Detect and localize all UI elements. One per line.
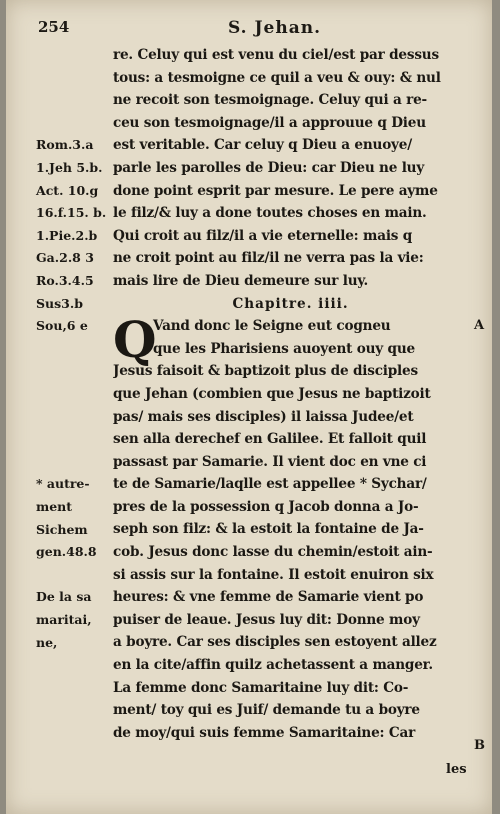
margin-note: Ro.3.4.5 [36,273,94,288]
margin-note: maritai, [36,612,92,627]
running-title: S. Jehan. [228,18,322,38]
text-line: Jesus faisoit & baptizoit plus de disciples [113,363,418,380]
text-line: en la cite/affin quilz achetassent a manger. [113,657,433,674]
margin-note: 16.f.15. b. [36,205,107,221]
margin-note: Sus3.b [36,295,83,311]
text-line: pres de la possession q Jacob donna a Jo- [113,498,419,515]
text-line: heures: & vne femme de Samarie vient po [113,589,424,606]
margin-note: Sou,6 e [36,318,88,334]
text-line: le filz/& luy a done toutes choses en main. [113,205,427,222]
text-line: que Jehan (combien que Jesus ne baptizoit [113,385,431,402]
margin-note: Act. 10.g [36,182,99,198]
margin-note: Rom.3.a [36,137,94,153]
text-line: parle les parolles de Dieu: car Dieu ne luy [113,159,425,176]
drop-capital: Q [113,310,157,369]
margin-note: 1.Jeh 5.b. [36,160,103,175]
section-mark-a: A [474,318,485,333]
text-line: ment/ toy qui es Juif/ demande tu a boyre [113,702,420,719]
book-page [6,0,492,814]
margin-note: Ga.2.8 3 [36,250,94,266]
section-mark-b: B [474,738,485,753]
text-line [113,744,468,767]
text-line: pas/ mais ses disciples) il laissa Judee/et [113,408,414,425]
margin-note: * autre- [36,476,90,492]
text-line: sen alla derechef en Galilee. Et falloit quil [113,431,427,448]
margin-note: 1.Pie.2.b [36,227,98,243]
text-line: est veritable. Car celuy q Dieu a enuoye/ [113,137,412,154]
margin-note: gen.48.8 [36,544,97,560]
text-line: done point esprit par mesure. Le pere ayme [113,182,438,199]
text-line: te de Samarie/laqlle est appellee * Sychar/ [113,476,427,493]
text-line: ceu son tesmoignage/il a approuue q Dieu [113,114,426,131]
text-line: a boyre. Car ses disciples sen estoyent allez [113,634,437,651]
text-line: que les Pharisiens auoyent ouy que [153,340,415,357]
margin-note: De la sa [36,589,92,605]
text-line: seph son filz: & la estoit la fontaine de Ja- [113,521,424,538]
margin-note: Sichem [36,521,88,537]
text-line: puiser de leaue. Jesus luy dit: Donne moy [113,611,420,628]
text-line: cob. Jesus donc lasse du chemin/estoit ain- [113,544,433,561]
text-line: passast par Samarie. Il vient doc en vne ci [113,453,427,470]
text-line: ne croit point au filz/il ne verra pas la vie: [113,250,424,267]
page-header [38,18,468,40]
text-column [113,44,468,767]
margin-note: ne, [36,634,58,650]
catchword: les [446,762,467,777]
chapter-heading: Chapitre. iiii. [232,295,349,312]
text-line: si assis sur la fontaine. Il estoit enuiron six [113,566,434,583]
text-line: mais lire de Dieu demeure sur luy. [113,272,369,289]
margin-note: ment [36,499,73,514]
text-line: re. Celuy qui est venu du ciel/est par dessus [113,47,439,63]
text-line: de moy/qui suis femme Samaritaine: Car [113,724,416,741]
text-line: tous: a tesmoigne ce quil a veu & ouy: & nul [113,69,441,86]
text-line: Qui croit au filz/il a vie eternelle: mais q [113,227,413,244]
text-line: La femme donc Samaritaine luy dit: Co- [113,679,409,696]
text-line: Vand donc le Seigne eut cogneu [153,318,391,335]
text-line: ne recoit son tesmoignage. Celuy qui a re- [113,92,427,109]
page-number: 254 [38,18,70,36]
